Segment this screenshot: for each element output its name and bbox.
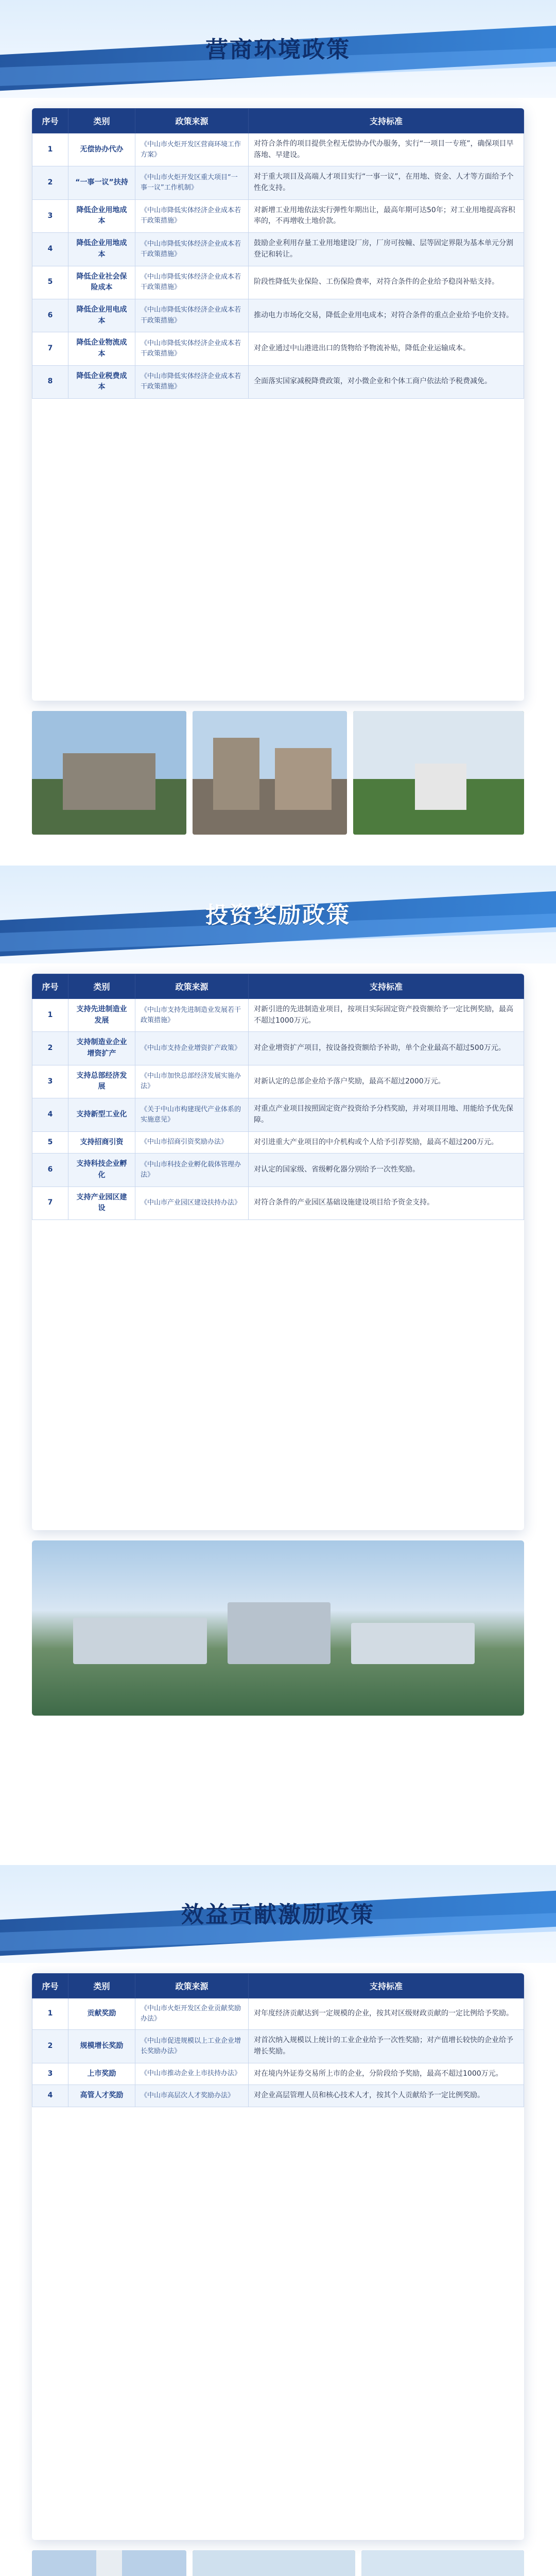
row-number: 3 <box>32 2063 68 2085</box>
row-number: 2 <box>32 1032 68 1065</box>
photo-campus <box>193 2550 355 2576</box>
table-row <box>32 1131 524 1154</box>
row-source: 《中山市降低实体经济企业成本若干政策措施》 <box>135 266 249 299</box>
row-category: 降低企业物流成本 <box>68 332 135 365</box>
row-number: 8 <box>32 365 68 398</box>
policy-table-card <box>32 1973 524 2540</box>
row-source: 《中山市火炬开发区企业贡献奖励办法》 <box>135 1998 249 2030</box>
row-category: 支持新型工业化 <box>68 1098 135 1131</box>
header-num: 序号 <box>32 974 68 999</box>
row-standard: 对于重大项目及高端人才项目实行“一事一议”，在用地、资金、人才等方面给予个性化支持。 <box>249 166 524 199</box>
section-investment-reward <box>0 866 556 963</box>
row-category: 贡献奖励 <box>68 1998 135 2030</box>
photo-row <box>32 711 524 835</box>
row-source: 《中山市产业园区建设扶持办法》 <box>135 1187 249 1219</box>
row-category: 降低企业税费成本 <box>68 365 135 398</box>
header-cat: 类别 <box>68 1974 135 1998</box>
table-row <box>32 1187 524 1219</box>
row-number: 4 <box>32 1098 68 1131</box>
row-category: “一事一议”扶持 <box>68 166 135 199</box>
table-row <box>32 999 524 1032</box>
row-standard: 对企业增资扩产项目，按设备投资额给予补助，单个企业最高不超过500万元。 <box>249 1032 524 1065</box>
row-category: 支持制造业企业增资扩产 <box>68 1032 135 1065</box>
header-num: 序号 <box>32 1974 68 1998</box>
row-standard: 对新引进的先进制造业项目，按项目实际固定资产投资额给予一定比例奖励，最高不超过1000万元。 <box>249 999 524 1032</box>
photo-row <box>32 2550 524 2576</box>
row-category: 支持产业园区建设 <box>68 1187 135 1219</box>
row-number: 3 <box>32 1065 68 1098</box>
row-number: 7 <box>32 1187 68 1219</box>
section-title: 投资奖励政策 <box>205 902 351 928</box>
row-source: 《中山市招商引资奖励办法》 <box>135 1131 249 1154</box>
policy-table <box>32 974 524 1220</box>
table-row <box>32 233 524 266</box>
row-category: 降低企业用地成本 <box>68 233 135 266</box>
row-standard: 鼓励企业利用存量工业用地建设厂房，厂房可按幢、层等固定界限为基本单元分割登记和转让。 <box>249 233 524 266</box>
policy-table <box>32 108 524 399</box>
row-number: 6 <box>32 1154 68 1187</box>
table-row <box>32 365 524 398</box>
row-standard: 对符合条件的项目提供全程无偿协办代办服务，实行“一项目一专班”，确保项目早落地、早建设。 <box>249 133 524 166</box>
row-standard: 对引进重大产业项目的中介机构或个人给予引荐奖励，最高不超过200万元。 <box>249 1131 524 1154</box>
row-source: 《中山市火炬开发区重大项目“一事一议”工作机制》 <box>135 166 249 199</box>
photo-aerial-city <box>32 1540 524 1716</box>
row-standard: 对企业通过中山港进出口的货物给予物流补贴，降低企业运输成本。 <box>249 332 524 365</box>
policy-table <box>32 1973 524 2107</box>
row-number: 6 <box>32 299 68 332</box>
table-row <box>32 1065 524 1098</box>
row-number: 1 <box>32 999 68 1032</box>
row-source: 《中山市科技企业孵化载体管理办法》 <box>135 1154 249 1187</box>
table-row <box>32 166 524 199</box>
section-banner <box>0 866 556 963</box>
table-row <box>32 1998 524 2030</box>
row-source: 《中山市降低实体经济企业成本若干政策措施》 <box>135 199 249 232</box>
row-number: 2 <box>32 166 68 199</box>
row-standard: 阶段性降低失业保险、工伤保险费率，对符合条件的企业给予稳岗补贴支持。 <box>249 266 524 299</box>
row-category: 降低企业社会保险成本 <box>68 266 135 299</box>
table-row <box>32 2085 524 2107</box>
row-category: 支持先进制造业发展 <box>68 999 135 1032</box>
row-source: 《中山市支持先进制造业发展若干政策措施》 <box>135 999 249 1032</box>
row-category: 上市奖励 <box>68 2063 135 2085</box>
section-business-environment <box>0 0 556 98</box>
header-src: 政策来源 <box>135 1974 249 1998</box>
row-standard: 对认定的国家级、省级孵化器分别给予一次性奖励。 <box>249 1154 524 1187</box>
row-standard: 对首次纳入规模以上统计的工业企业给予一次性奖励；对产值增长较快的企业给予增长奖励。 <box>249 2030 524 2063</box>
header-std: 支持标准 <box>249 109 524 133</box>
row-number: 4 <box>32 233 68 266</box>
header-num: 序号 <box>32 109 68 133</box>
row-category: 规模增长奖励 <box>68 2030 135 2063</box>
section-banner <box>0 1865 556 1963</box>
table-row <box>32 2063 524 2085</box>
row-category: 支持招商引资 <box>68 1131 135 1154</box>
row-number: 4 <box>32 2085 68 2107</box>
row-source: 《中山市支持企业增资扩产政策》 <box>135 1032 249 1065</box>
row-source: 《中山市推动企业上市扶持办法》 <box>135 2063 249 2085</box>
row-standard: 对企业高层管理人员和核心技术人才，按其个人贡献给予一定比例奖励。 <box>249 2085 524 2107</box>
row-category: 支持总部经济发展 <box>68 1065 135 1098</box>
row-standard: 对新认定的总部企业给予落户奖励，最高不超过2000万元。 <box>249 1065 524 1098</box>
policy-table-card <box>32 974 524 1530</box>
table-row <box>32 199 524 232</box>
row-source: 《中山市加快总部经济发展实施办法》 <box>135 1065 249 1098</box>
row-number: 1 <box>32 1998 68 2030</box>
row-source: 《中山市降低实体经济企业成本若干政策措施》 <box>135 332 249 365</box>
row-standard: 全面落实国家减税降费政策，对小微企业和个体工商户依法给予税费减免。 <box>249 365 524 398</box>
row-category: 无偿协办代办 <box>68 133 135 166</box>
row-standard: 对重点产业项目按照固定资产投资给予分档奖励，并对项目用地、用能给予优先保障。 <box>249 1098 524 1131</box>
section-banner <box>0 0 556 98</box>
section-benefit-incentive <box>0 1865 556 1963</box>
header-std: 支持标准 <box>249 974 524 999</box>
table-row <box>32 299 524 332</box>
header-src: 政策来源 <box>135 974 249 999</box>
section-title: 效益贡献激励政策 <box>181 1902 375 1928</box>
row-number: 3 <box>32 199 68 232</box>
table-row <box>32 133 524 166</box>
row-standard: 对在境内外证券交易所上市的企业，分阶段给予奖励，最高不超过1000万元。 <box>249 2063 524 2085</box>
table-row <box>32 1098 524 1131</box>
photo-street <box>193 711 347 835</box>
header-cat: 类别 <box>68 109 135 133</box>
table-row <box>32 1154 524 1187</box>
row-source: 《中山市降低实体经济企业成本若干政策措施》 <box>135 365 249 398</box>
table-row <box>32 332 524 365</box>
table-row <box>32 2030 524 2063</box>
row-number: 5 <box>32 266 68 299</box>
row-category: 支持科技企业孵化 <box>68 1154 135 1187</box>
row-standard: 推动电力市场化交易，降低企业用电成本；对符合条件的重点企业给予电价支持。 <box>249 299 524 332</box>
row-source: 《关于中山市构建现代产业体系的实施意见》 <box>135 1098 249 1131</box>
row-source: 《中山市降低实体经济企业成本若干政策措施》 <box>135 233 249 266</box>
row-category: 降低企业用电成本 <box>68 299 135 332</box>
row-standard: 对符合条件的产业园区基础设施建设项目给予资金支持。 <box>249 1187 524 1219</box>
row-source: 《中山市火炬开发区营商环境工作方案》 <box>135 133 249 166</box>
table-row <box>32 266 524 299</box>
row-standard: 对新增工业用地依法实行弹性年期出让，最高年期可达50年；对工业用地提高容积率的，不再增收土地价款。 <box>249 199 524 232</box>
row-source: 《中山市高层次人才奖励办法》 <box>135 2085 249 2107</box>
photo-park <box>353 711 524 835</box>
header-src: 政策来源 <box>135 109 249 133</box>
row-standard: 对年度经济贡献达到一定规模的企业，按其对区级财政贡献的一定比例给予奖励。 <box>249 1998 524 2030</box>
row-number: 5 <box>32 1131 68 1154</box>
photo-tower <box>32 2550 186 2576</box>
row-source: 《中山市降低实体经济企业成本若干政策措施》 <box>135 299 249 332</box>
photo-waterfront <box>361 2550 524 2576</box>
row-category: 高管人才奖励 <box>68 2085 135 2107</box>
photo-building <box>32 711 186 835</box>
table-row <box>32 1032 524 1065</box>
header-cat: 类别 <box>68 974 135 999</box>
row-number: 7 <box>32 332 68 365</box>
policy-table-card <box>32 108 524 701</box>
section-title: 营商环境政策 <box>205 37 351 63</box>
row-category: 降低企业用地成本 <box>68 199 135 232</box>
row-number: 1 <box>32 133 68 166</box>
header-std: 支持标准 <box>249 1974 524 1998</box>
row-number: 2 <box>32 2030 68 2063</box>
row-source: 《中山市促进规模以上工业企业增长奖励办法》 <box>135 2030 249 2063</box>
